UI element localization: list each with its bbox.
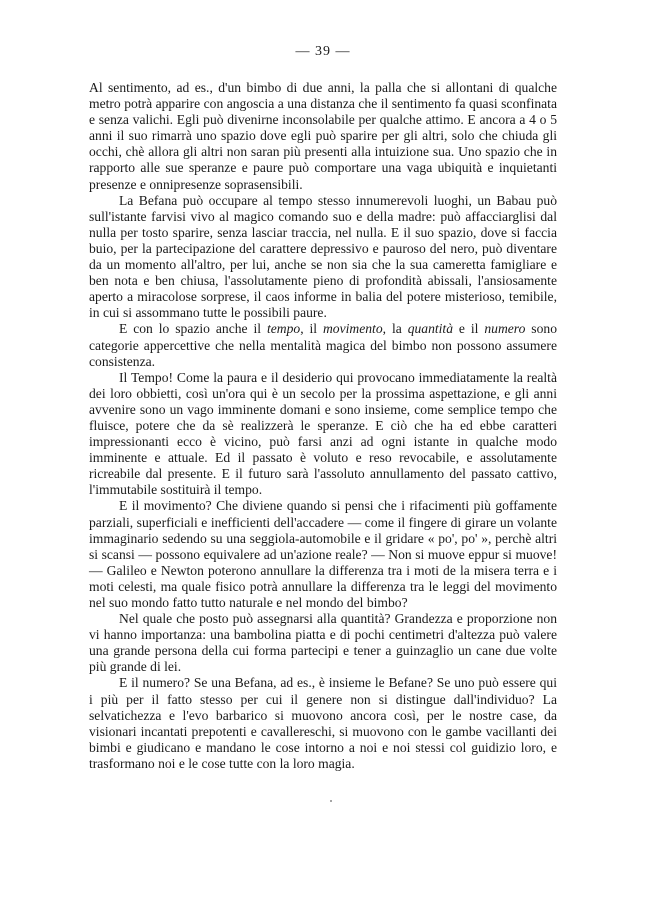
text-run: , il [300, 321, 323, 337]
paragraph [89, 370, 557, 499]
paragraph [89, 321, 557, 369]
text-run: , la [382, 321, 408, 337]
text-run: e il [453, 321, 485, 337]
paper-speck [330, 800, 332, 802]
paragraph [89, 80, 557, 193]
italic-term: tempo [266, 321, 301, 337]
text-run: La Befana può occupare al tempo stesso innumerevoli luoghi, un Babau può sull'istante farvisi vivo al magico comando suo e della madre: può affacciarglisi dal nulla per tosto sparire, senza lasciar traccia, nel nulla. E il suo spazio, dove si faccia buio, per la partecipazione del carattere depressivo e pauroso del nero, può diventare da un momento all'altro, per lui, anche se non sia che la sua cameretta famigliare e ben nota e ben chiusa, l'assolutamente pieno di profondità abissali, l'ansiosamente aperto a miracolose sorprese, il caos informe in balia del potere misterioso, temibile, in cui si assommano tutte le possibili paure. [89, 192, 557, 321]
text-run: Al sentimento, ad es., d'un bimbo di due anni, la palla che si allontani di qualche metro potrà apparire con angoscia a una distanza che il sentimento fa quasi sconfinata e senza valichi. Egli può divenirne inconsolabile per qualche attimo. E ancora a 4 o 5 anni il suo rimarrà uno spazio dove egli può sparire per gli altri, solo che chiuda gli occhi, chè allora gli altri non saran più presenti alla intuizione sua. Uno spazio che in rapporto alle sue speranze e paure può comportare una vaga ubiquità e inquietanti presenze e onnipresenze soprasensibili. [89, 80, 557, 192]
italic-term: movimento [322, 321, 383, 337]
paragraph [89, 611, 557, 675]
body-text [89, 80, 557, 772]
page-number: — 39 — [295, 44, 351, 59]
text-run: sono categorie appercettive che nella mentalità magica del bimbo non possono assumere consistenza. [89, 321, 557, 369]
italic-term: numero [484, 321, 526, 337]
paragraph [89, 675, 557, 772]
text-run: E il numero? Se una Befana, ad es., è insieme le Befane? Se uno può essere qui i più per il fatto stesso per cui il genere non si distingue dall'individuo? La selvatichezza e l'evo barbarico si muovono ancora così, per le nostre case, da visionari incantati prepotenti e cavallereschi, si muovono con le gambe vacillanti dei bimbi e giudicano e mandano le cose intorno a noi e noi stessi col guidizio loro, e trasformano noi e le cose tutte con la loro magia. [89, 675, 557, 771]
italic-term: quantità [407, 321, 454, 337]
text-run: Il Tempo! Come la paura e il desiderio qui provocano immediatamente la realtà dei loro obbietti, così un'ora qui è un secolo per la prossima aspettazione, e gli anni avvenire sono un vago imminente domani e sono insieme, come semplice tempo che fluisce, potere che da sè realizzerà le speranze. E ciò che ha ed ebbe caratteri impressionanti ecco è vicino, può farsi anzi ad ogni istante in qualche modo imminente e attuale. Ed il passato è voluto e reso revocabile, e assolutamente ricreabile dal presente. E il futuro sarà l'assoluto annullamento del passato cattivo, l'immutabile sostituirà il tempo. [89, 369, 557, 498]
text-run: Nel quale che posto può assegnarsi alla quantità? Grandezza e proporzione non vi hanno importanza: una bambolina piatta e di pochi centimetri d'altezza può valere una grande persona della cui forma partecipi e tener a guinzaglio un cane due volte più grande di lei. [89, 611, 557, 675]
paragraph [89, 193, 557, 322]
paragraph [89, 498, 557, 611]
text-run: E con lo spazio anche il [119, 321, 267, 337]
text-run: E il movimento? Che diviene quando si pensi che i rifacimenti più goffamente parziali, superficiali e inefficienti dell'accadere — come il fingere di girare un volante immaginario sedendo su una seggiola-automobile e il gridare « po', po' », perchè altri si scansi — possono equivalere ad un'azione reale? — Non si muove eppur si muove! — Galileo e Newton poterono annullare la differenza tra i moti de la misera terra e i moti celesti, ma quale fisico potrà annullare la differenza tra le leggi del movimento nel suo mondo fatto tutto naturale e nel mondo del bimbo? [89, 498, 557, 610]
